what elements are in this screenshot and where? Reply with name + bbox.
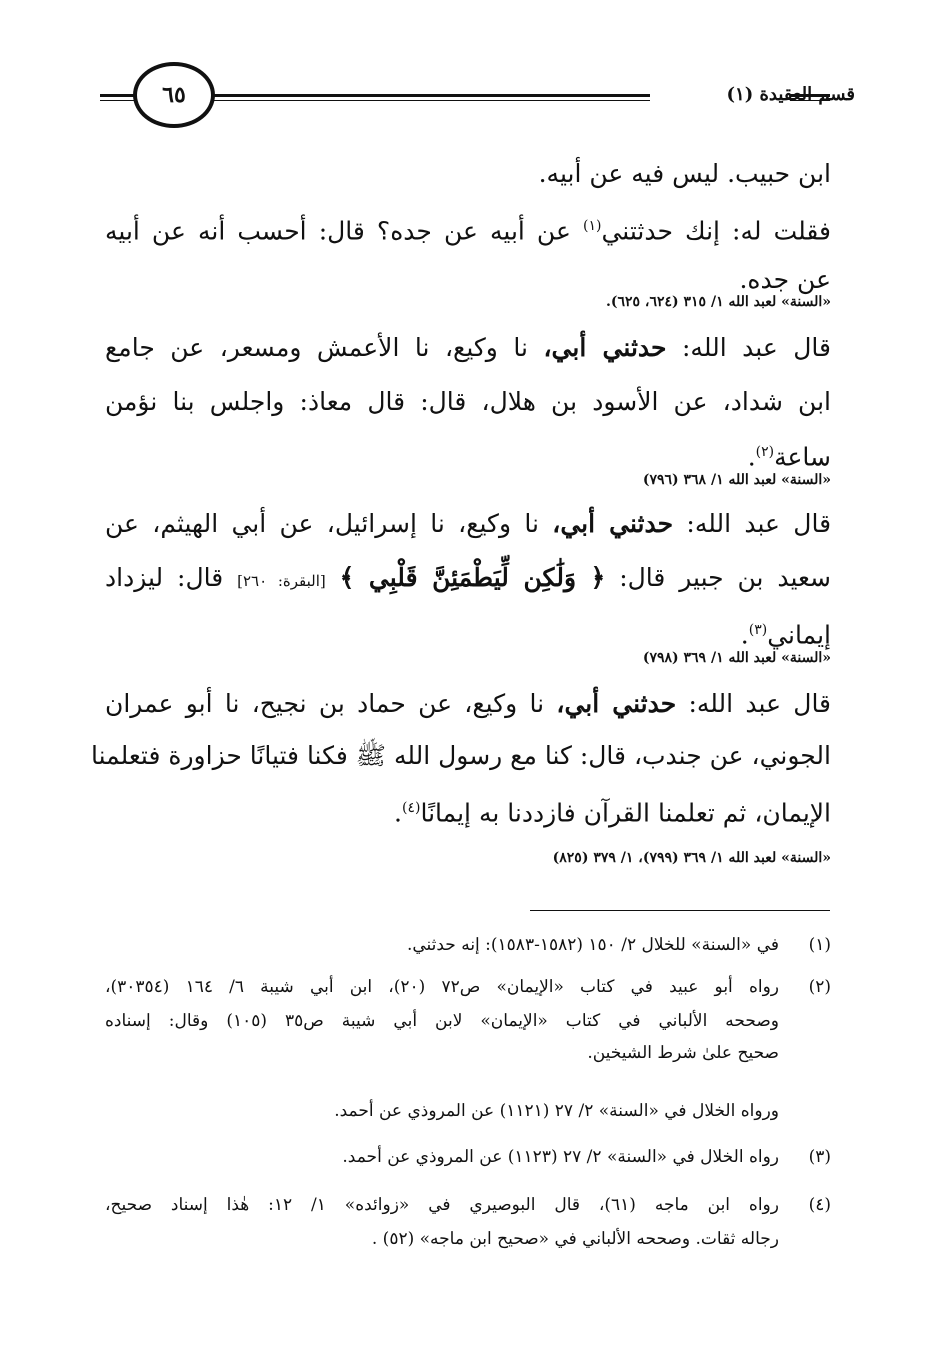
footnote-ref: (٤) [401,800,421,816]
footnote-3 [105,1142,831,1172]
text-span: نا وكيع، عن حماد بن نجيح، نا أبو عمران [105,689,545,718]
text-span: فقلت له: إنك حدثتني [601,216,832,246]
footnote-text: ورواه الخلال في «السنة» ٢/ ٢٧ (١١٢١) عن المروذي عن أحمد. [334,1101,779,1121]
text-span: قال عبد الله: [686,509,832,538]
footnote-number: (٤) [808,1195,831,1215]
footnote-number: (٢) [808,977,831,997]
source-citation: «السنة» لعبد الله ١/ ٣٦٨ (٧٩٦) [642,472,831,488]
text-span: نا وكيع، نا الأعمش ومسعر، عن جامع [105,333,528,362]
quran-verse: ﴿ وَلَٰكِن لِّيَطْمَئِنَّ قَلْبِي ﴾ [339,563,606,592]
text-span: قال: ليزداد [105,563,224,592]
source-citation: «السنة» لعبد الله ١/ ٣٦٩ (٧٩٨) [642,650,831,666]
footnote-ref: (١) [582,218,602,234]
text-span: قال عبد الله: [682,333,832,362]
footnote-text: وصححه الألباني في كتاب «الإيمان» لابن أبي شيبة ص٣٥ (١٠٥) وقال: إسناده [105,1011,779,1031]
footnote-text: في «السنة» للخلال ٢/ ١٥٠ (١٥٨٢-١٥٨٣): إنه حدثني. [406,935,779,955]
footnote-text: صحيح علىٰ شرط الشيخين. [587,1043,779,1063]
text-line [105,612,831,653]
bold-span: حدثني أبي، [543,333,667,362]
text-line [105,506,831,542]
footnote-text: رواه الخلال في «السنة» ٢/ ٢٧ (١١٢٣) عن المروذي عن أحمد. [342,1147,779,1167]
text-line [105,790,831,831]
text-span: . [394,798,402,828]
footnote-text: رجاله ثقات. وصححه الألباني في «صحيح ابن ماجه» (٥٢) . [371,1229,779,1249]
text-line [105,384,831,420]
text-span: . [740,620,749,650]
text-span: الجوني، عن جندب، قال: كنا مع رسول الله ﷺ فكنا فتيانًا حزاورة فتعلمنا [90,741,831,770]
footnote-separator [530,910,830,911]
page-number-oval [133,62,215,128]
footnote-2 [105,972,831,1122]
quran-reference: [البقرة: ٢٦٠] [237,572,326,590]
text-span: قال عبد الله: [688,689,832,718]
text-span: ابن حبيب. ليس فيه عن أبيه. [538,159,831,188]
text-line [105,156,831,192]
text-span: . [747,442,756,472]
text-span: عن جده. [739,265,831,294]
page-number: ٦٥ [162,82,186,108]
running-title: قسم العقيدة (١) [726,84,855,105]
header-rule-middle [210,94,650,97]
bold-span: حدثني أبي، [552,509,674,538]
text-line [105,208,831,249]
footnote-number: (٣) [808,1147,831,1167]
bold-span: حدثني أبي، [556,689,677,718]
text-span: ابن شداد، عن الأسود بن هلال، قال: قال معاذ: واجلس بنا نؤمن [105,387,831,416]
text-line [105,330,831,366]
text-line [105,434,831,475]
footnote-ref: (٢) [755,444,775,460]
footnote-4 [105,1190,831,1260]
text-span: سعيد بن جبير قال: [619,563,831,592]
source-citation: «السنة» لعبد الله ١/ ٣١٥ (٦٢٤، ٦٢٥). [605,294,831,310]
text-line [105,686,831,722]
text-span: ساعة [774,442,831,472]
text-span: الإيمان، ثم تعلمنا القرآن فازددنا به إيمانًا [420,798,831,828]
footnote-text: رواه أبو عبيد في كتاب «الإيمان» ص٧٢ (٢٠)، ابن أبي شيبة ٦/ ١٦٤ (٣٠٣٥٤)، [105,977,779,997]
footnote-1 [105,930,831,960]
text-span: عن أبيه عن جده؟ قال: أحسب أنه عن أبيه [105,216,571,246]
footnote-number: (١) [808,935,831,955]
source-citation: «السنة» لعبد الله ١/ ٣٦٩ (٧٩٩)، ١/ ٣٧٩ (٨٢٥) [552,850,831,866]
text-line [105,262,831,298]
header-rule-middle-thin [210,100,650,101]
footnote-text: رواه ابن ماجه (٦١)، قال البوصيري في «زوائده» ١/ ١٢: هٰذا إسناد صحيح، [105,1195,779,1215]
text-span: نا وكيع، نا إسرائيل، عن أبي الهيثم، عن [105,509,539,538]
text-span: إيماني [767,620,831,650]
footnote-ref: (٣) [748,622,768,638]
text-line [90,738,831,774]
text-line [105,560,831,599]
